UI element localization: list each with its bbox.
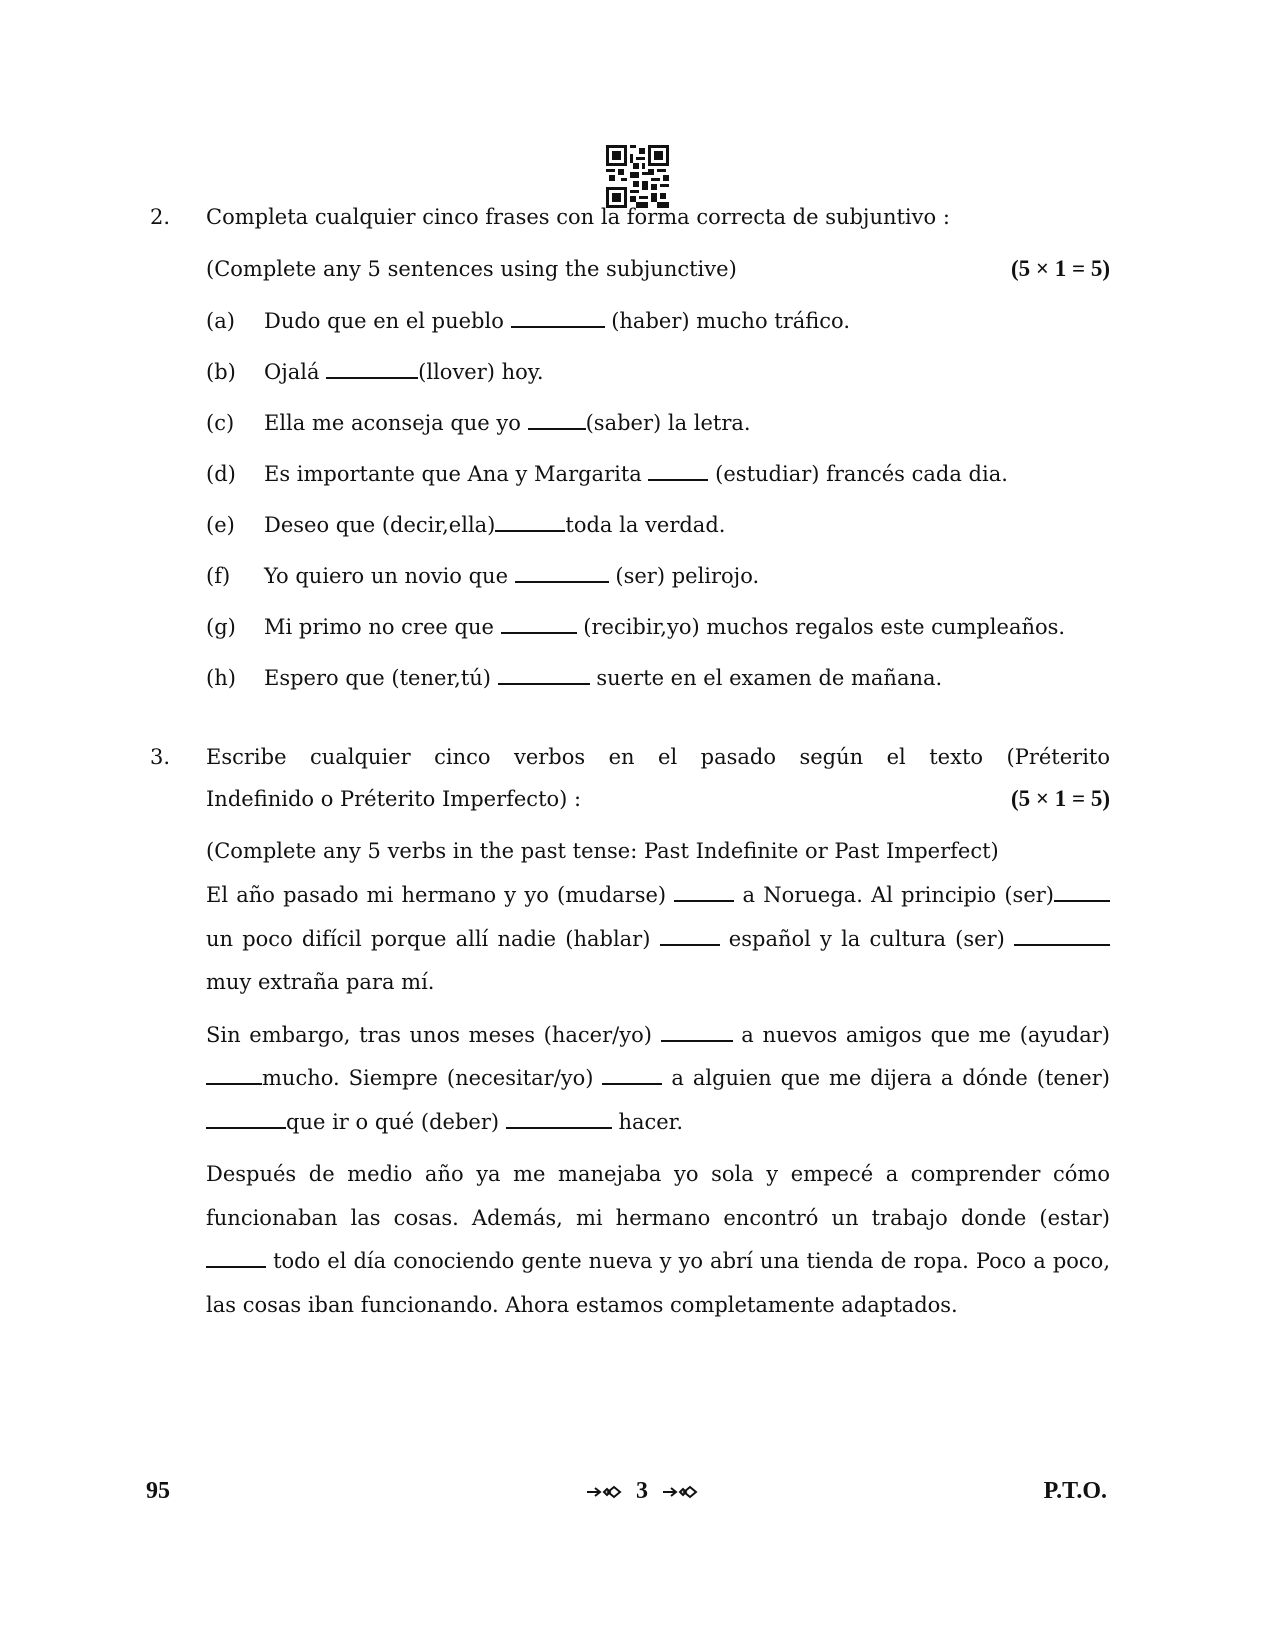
paragraph-1: El año pasado mi hermano y yo (mudarse) a Noruega. Al principio (ser) un poco difícil porque allí nadie (hablar) español y la cultura (ser) muy extraña para mí. — [206, 874, 1110, 1005]
list-item: (h) Espero que (tener,tú) suerte en el examen de mañana. — [206, 663, 1110, 693]
question-body — [206, 742, 1110, 1327]
answer-blank[interactable] — [501, 612, 577, 634]
answer-blank[interactable] — [1054, 880, 1110, 902]
page-number: 3 — [636, 1478, 648, 1504]
instruction-es-line1: Escribe cualquier cinco verbos en el pasado según el texto (Préterito — [206, 745, 1110, 769]
answer-blank[interactable] — [674, 880, 734, 902]
answer-blank[interactable] — [660, 924, 720, 946]
answer-blank[interactable] — [206, 1246, 266, 1268]
answer-blank[interactable] — [661, 1020, 733, 1042]
marks-label: (5 × 1 = 5) — [1010, 786, 1110, 811]
answer-blank[interactable] — [506, 1107, 612, 1129]
question-3 — [150, 742, 1110, 1422]
list-item: (g) Mi primo no cree que (recibir,yo) muchos regalos este cumpleaños. — [206, 612, 1110, 642]
paragraph-3: Después de medio año ya me manejaba yo sola y empecé a comprender cómo funcionaban las cosas. Además, mi hermano encontró un trabajo donde (estar) todo el día conociendo gente nueva y yo abrí una tienda de ropa. Poco a poco, las cosas iban funcionando. Ahora estamos completamente adaptados. — [206, 1162, 1110, 1317]
marks-label: (5 × 1 = 5) — [1010, 256, 1110, 281]
paragraph-2: Sin embargo, tras unos meses (hacer/yo) a nuevos amigos que me (ayudar) mucho. Siempre (necesitar/yo) a alguien que me dijera a dónde (tener) que ir o qué (deber) hacer. — [206, 1014, 1110, 1145]
instruction-en-row — [206, 254, 1110, 284]
list-item: (f) Yo quiero un novio que (ser) pelirojo. — [206, 561, 1110, 591]
list-item: (c) Ella me aconseja que yo (saber) la letra. — [206, 408, 1110, 438]
qr-code — [606, 145, 669, 208]
answer-blank[interactable] — [498, 663, 590, 685]
answer-blank[interactable] — [602, 1063, 662, 1085]
instruction-es: Completa cualquier cinco frases con la forma correcta de subjuntivo : — [206, 205, 950, 229]
answer-blank[interactable] — [515, 561, 609, 583]
answer-blank[interactable] — [326, 357, 418, 379]
answer-blank[interactable] — [511, 306, 605, 328]
ornament-right-icon — [662, 1485, 698, 1499]
question-body — [206, 202, 1110, 693]
answer-blank[interactable] — [206, 1107, 286, 1129]
instruction-en: (Complete any 5 sentences using the subjunctive) — [206, 257, 737, 281]
footer-code: 95 — [146, 1478, 170, 1504]
ornament-left-icon — [586, 1485, 622, 1499]
list-item: (a) Dudo que en el pueblo (haber) mucho tráfico. — [206, 306, 1110, 336]
passage — [206, 874, 1110, 1327]
question-number: 3. — [150, 745, 171, 769]
instruction-es-line2: Indefinido o Préterito Imperfecto) : — [206, 787, 582, 811]
question-number: 2. — [150, 205, 171, 229]
answer-blank[interactable] — [648, 459, 708, 481]
list-item: (e) Deseo que (decir,ella) toda la verdad. — [206, 510, 1110, 540]
list-item: (b) Ojalá (llover) hoy. — [206, 357, 1110, 387]
answer-blank[interactable] — [206, 1063, 262, 1085]
list-item: (d) Es importante que Ana y Margarita (estudiar) francés cada dia. — [206, 459, 1110, 489]
answer-blank[interactable] — [528, 408, 586, 430]
answer-blank[interactable] — [1014, 924, 1110, 946]
instruction-es-line2-row — [206, 784, 1110, 814]
answer-blank[interactable] — [495, 510, 565, 532]
page-number-group — [572, 1478, 712, 1505]
pto-label: P.T.O. — [1043, 1478, 1107, 1504]
question-2 — [150, 202, 1110, 702]
instruction-en: (Complete any 5 verbs in the past tense: Past Indefinite or Past Imperfect) — [206, 839, 999, 863]
